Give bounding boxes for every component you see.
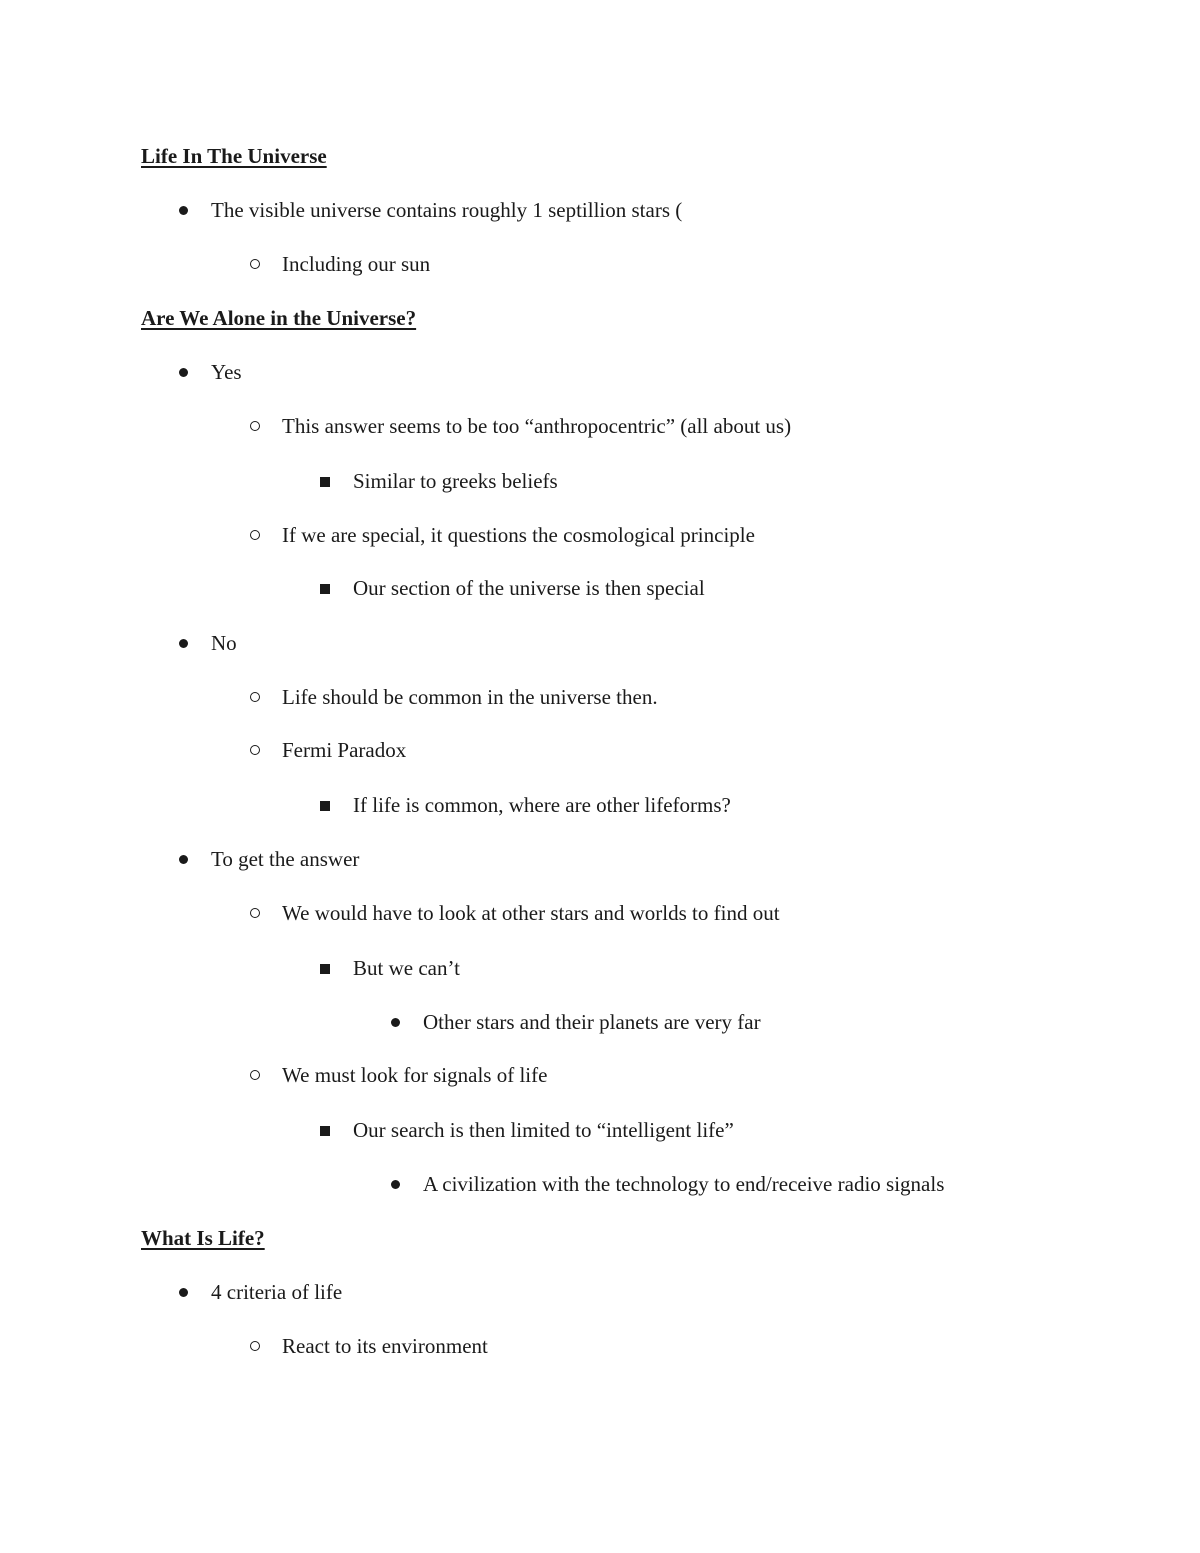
hollow-bullet-icon — [246, 412, 268, 440]
section-heading-are-we-alone: Are We Alone in the Universe? — [141, 306, 417, 330]
hollow-bullet-icon — [246, 250, 268, 278]
square-bullet-icon — [316, 791, 338, 819]
filled-bullet-icon — [174, 358, 196, 386]
hollow-bullet-icon — [246, 521, 268, 549]
filled-bullet-icon — [386, 1008, 408, 1036]
hollow-bullet-icon — [246, 1332, 268, 1360]
hollow-bullet-icon — [246, 683, 268, 711]
square-bullet-icon — [316, 574, 338, 602]
hollow-bullet-icon — [246, 899, 268, 927]
square-bullet-icon — [316, 954, 338, 982]
square-bullet-icon — [316, 1116, 338, 1144]
document-page: Life In The Universe The visible universe contains roughly 1 septillion stars ( Including our sun Are We Alone in the Universe? Yes This answer seems to be too “anthropocentric” (all about us) Similar to greeks beliefs If we are special, it questions the cosmological principle Our section of the universe is then special No Life should be common in the universe then. Fermi Paradox If life is common, where are other lifeforms? To get the answer We would have to look at other stars and worlds to find out But we can’t Other stars and their planets are very far We must look for signals of life Our search is then limited to “intelligent life” A civilization with the technology to end/receive radio signals What Is Life? 4 criteria of life React to its environment — [141, 144, 945, 1358]
filled-bullet-icon — [174, 629, 196, 657]
section-heading-what-is-life: What Is Life? — [141, 1226, 265, 1250]
filled-bullet-icon — [174, 1278, 196, 1306]
filled-bullet-icon — [174, 196, 196, 224]
filled-bullet-icon — [174, 845, 196, 873]
filled-bullet-icon — [386, 1170, 408, 1198]
square-bullet-icon — [316, 467, 338, 495]
hollow-bullet-icon — [246, 1061, 268, 1089]
section-heading-life-in-universe: Life In The Universe — [141, 144, 327, 168]
hollow-bullet-icon — [246, 736, 268, 764]
